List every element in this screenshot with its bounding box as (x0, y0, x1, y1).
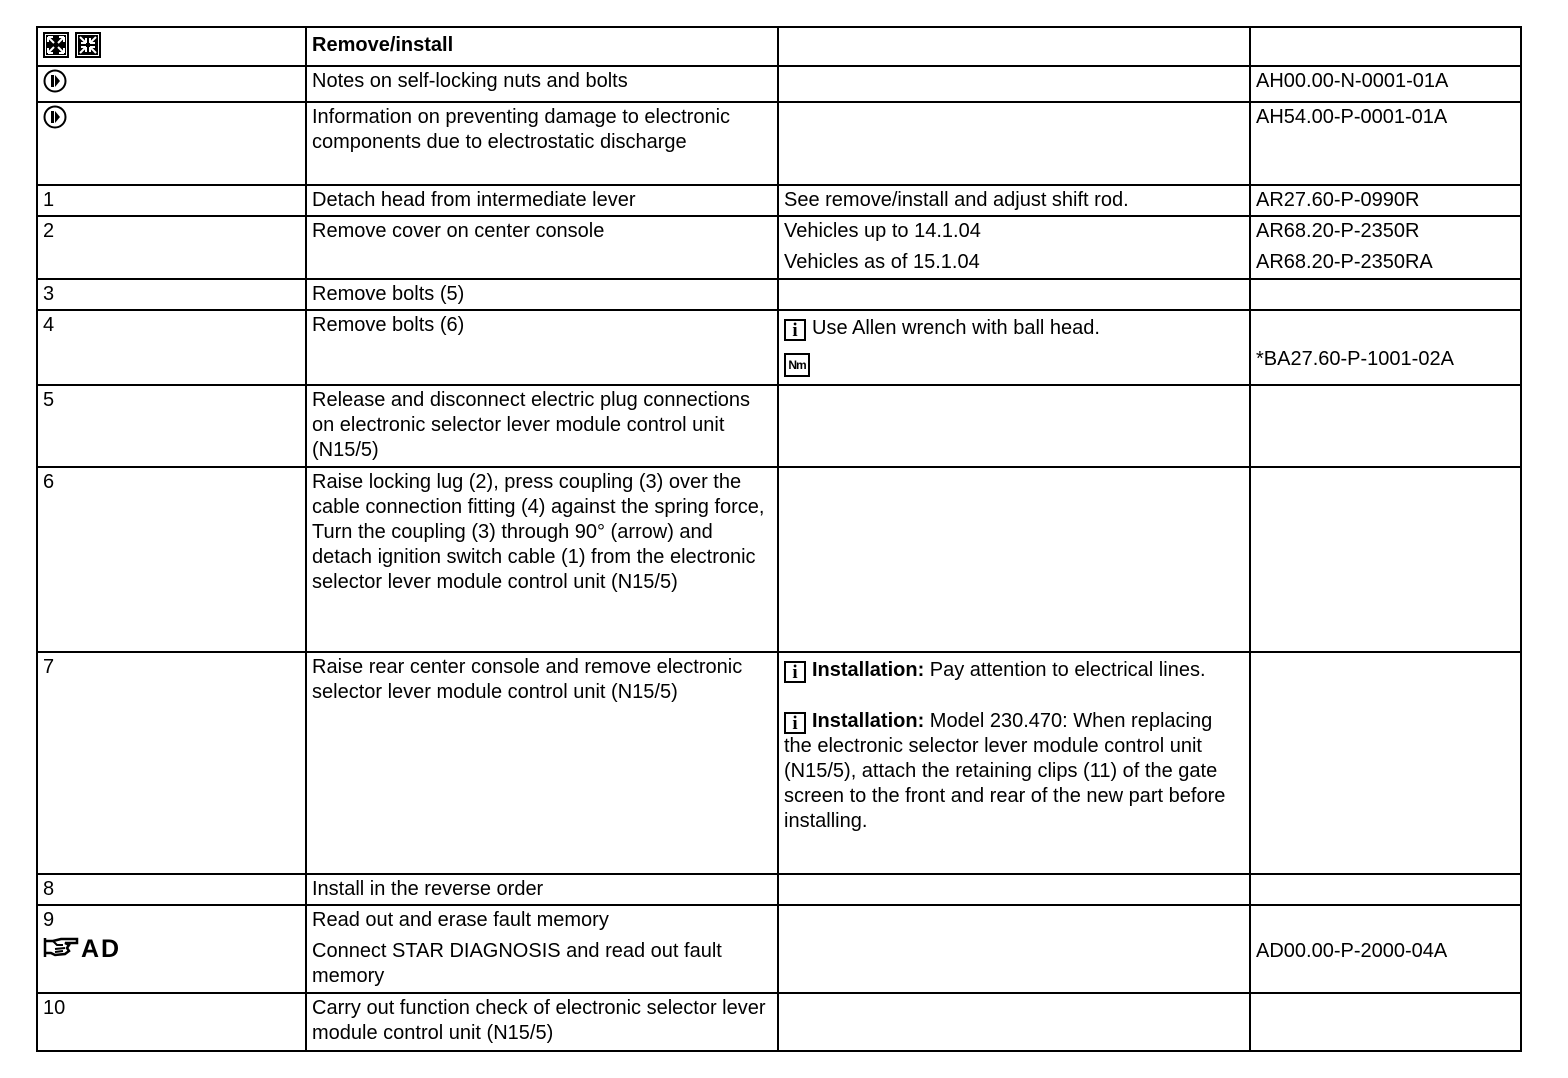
step-description: Install in the reverse order (306, 874, 778, 905)
step-description: Remove cover on center console (306, 216, 778, 279)
step-cell (37, 905, 306, 993)
document-reference (1250, 652, 1521, 874)
header-title: Remove/install (306, 27, 778, 66)
step-number: 5 (37, 385, 306, 467)
step-number: 9 (43, 909, 55, 931)
step-description: Raise locking lug (2), press coupling (3) over the cable connection fitting (4) against the spring force, Turn the coupling (3) through 90° (arrow) and detach ignition switch cable (1) from the electronic selector lever module control unit (N15/5) (306, 467, 778, 652)
note-circle-icon (43, 105, 67, 129)
info-icon: i (784, 661, 806, 683)
table-row (37, 993, 1521, 1051)
table-row (37, 874, 1521, 905)
collapse-icon[interactable] (75, 32, 101, 58)
table-row (37, 310, 1521, 385)
document-reference[interactable]: AR27.60-P-0990R (1250, 185, 1521, 216)
installation-note: i Installation: Model 230.470: When replacing the electronic selector lever module control unit (N15/5), attach the retaining clips (11) of the gate screen to the front and rear of the new part before installing. (784, 710, 1226, 832)
step-note (778, 279, 1250, 310)
step-note (778, 467, 1250, 652)
header-note-cell (778, 27, 1250, 66)
step-note (778, 310, 1250, 385)
expand-icon[interactable] (43, 32, 69, 58)
info-icon: i (784, 712, 806, 734)
step-cell (37, 66, 306, 102)
table-row (37, 385, 1521, 467)
step-number: 1 (37, 185, 306, 216)
step-note (778, 66, 1250, 102)
table-row (37, 185, 1521, 216)
step-description: Raise rear center console and remove electronic selector lever module control unit (N15/5) (306, 652, 778, 874)
installation-note: i Installation: Pay attention to electrical lines. (784, 658, 1244, 683)
vehicle-range-note: Vehicles as of 15.1.04 (784, 251, 980, 273)
step-description: Carry out function check of electronic selector lever module control unit (N15/5) (306, 993, 778, 1051)
document-reference[interactable]: AR68.20-P-2350RA (1256, 251, 1433, 273)
step-description: Detach head from intermediate lever (306, 185, 778, 216)
table-row (37, 66, 1521, 102)
step-number: 4 (37, 310, 306, 385)
document-reference (1250, 279, 1521, 310)
step-description: Notes on self-locking nuts and bolts (306, 66, 778, 102)
document-reference[interactable]: *BA27.60-P-1001-02A (1256, 348, 1454, 370)
reference-cell (1250, 310, 1521, 385)
torque-note (784, 347, 1244, 377)
step-note (778, 652, 1250, 874)
step-note: See remove/install and adjust shift rod. (778, 185, 1250, 216)
torque-icon: Nm (784, 353, 810, 377)
step-number: 8 (37, 874, 306, 905)
table-row (37, 279, 1521, 310)
header-icons-cell (37, 27, 306, 66)
table-row (37, 216, 1521, 279)
step-note (778, 216, 1250, 279)
step-note (778, 905, 1250, 993)
table-row (37, 467, 1521, 652)
document-reference[interactable]: AD00.00-P-2000-04A (1256, 940, 1448, 962)
diagnosis-hand-icon (43, 935, 81, 959)
step-description: Remove bolts (5) (306, 279, 778, 310)
table-row (37, 102, 1521, 185)
document-reference[interactable]: AH54.00-P-0001-01A (1250, 102, 1521, 185)
info-icon: i (784, 319, 806, 341)
table-row (37, 905, 1521, 993)
step-number: 7 (37, 652, 306, 874)
vehicle-range-note: Vehicles up to 14.1.04 (784, 220, 981, 242)
step-description: Information on preventing damage to electronic components due to electrostatic discharge (306, 102, 778, 185)
procedure-table (36, 26, 1522, 1052)
note-circle-icon (43, 69, 67, 93)
step-note (778, 993, 1250, 1051)
document-reference (1250, 385, 1521, 467)
document-reference (1250, 467, 1521, 652)
step-description: Release and disconnect electric plug connections on electronic selector lever module control unit (N15/5) (306, 385, 778, 467)
document-reference[interactable]: AH00.00-N-0001-01A (1250, 66, 1521, 102)
step-number: 3 (37, 279, 306, 310)
document-reference[interactable]: AR68.20-P-2350R (1256, 220, 1420, 242)
step-note (778, 102, 1250, 185)
step-number: 2 (37, 216, 306, 279)
step-number: 6 (37, 467, 306, 652)
reference-cell (1250, 905, 1521, 993)
step-description: Remove bolts (6) (306, 310, 778, 385)
header-row (37, 27, 1521, 66)
step-note (778, 385, 1250, 467)
step-note (778, 874, 1250, 905)
step-cell (37, 102, 306, 185)
document-reference (1250, 993, 1521, 1051)
document-reference (1250, 874, 1521, 905)
step-number: 10 (37, 993, 306, 1051)
header-ref-cell (1250, 27, 1521, 66)
step-description: Read out and erase fault memory Connect STAR DIAGNOSIS and read out fault memory (306, 905, 778, 993)
reference-cell (1250, 216, 1521, 279)
table-row (37, 652, 1521, 874)
diagnosis-marker (43, 935, 300, 963)
diagnosis-label: AD (81, 935, 122, 963)
info-note: i Use Allen wrench with ball head. (784, 316, 1244, 341)
